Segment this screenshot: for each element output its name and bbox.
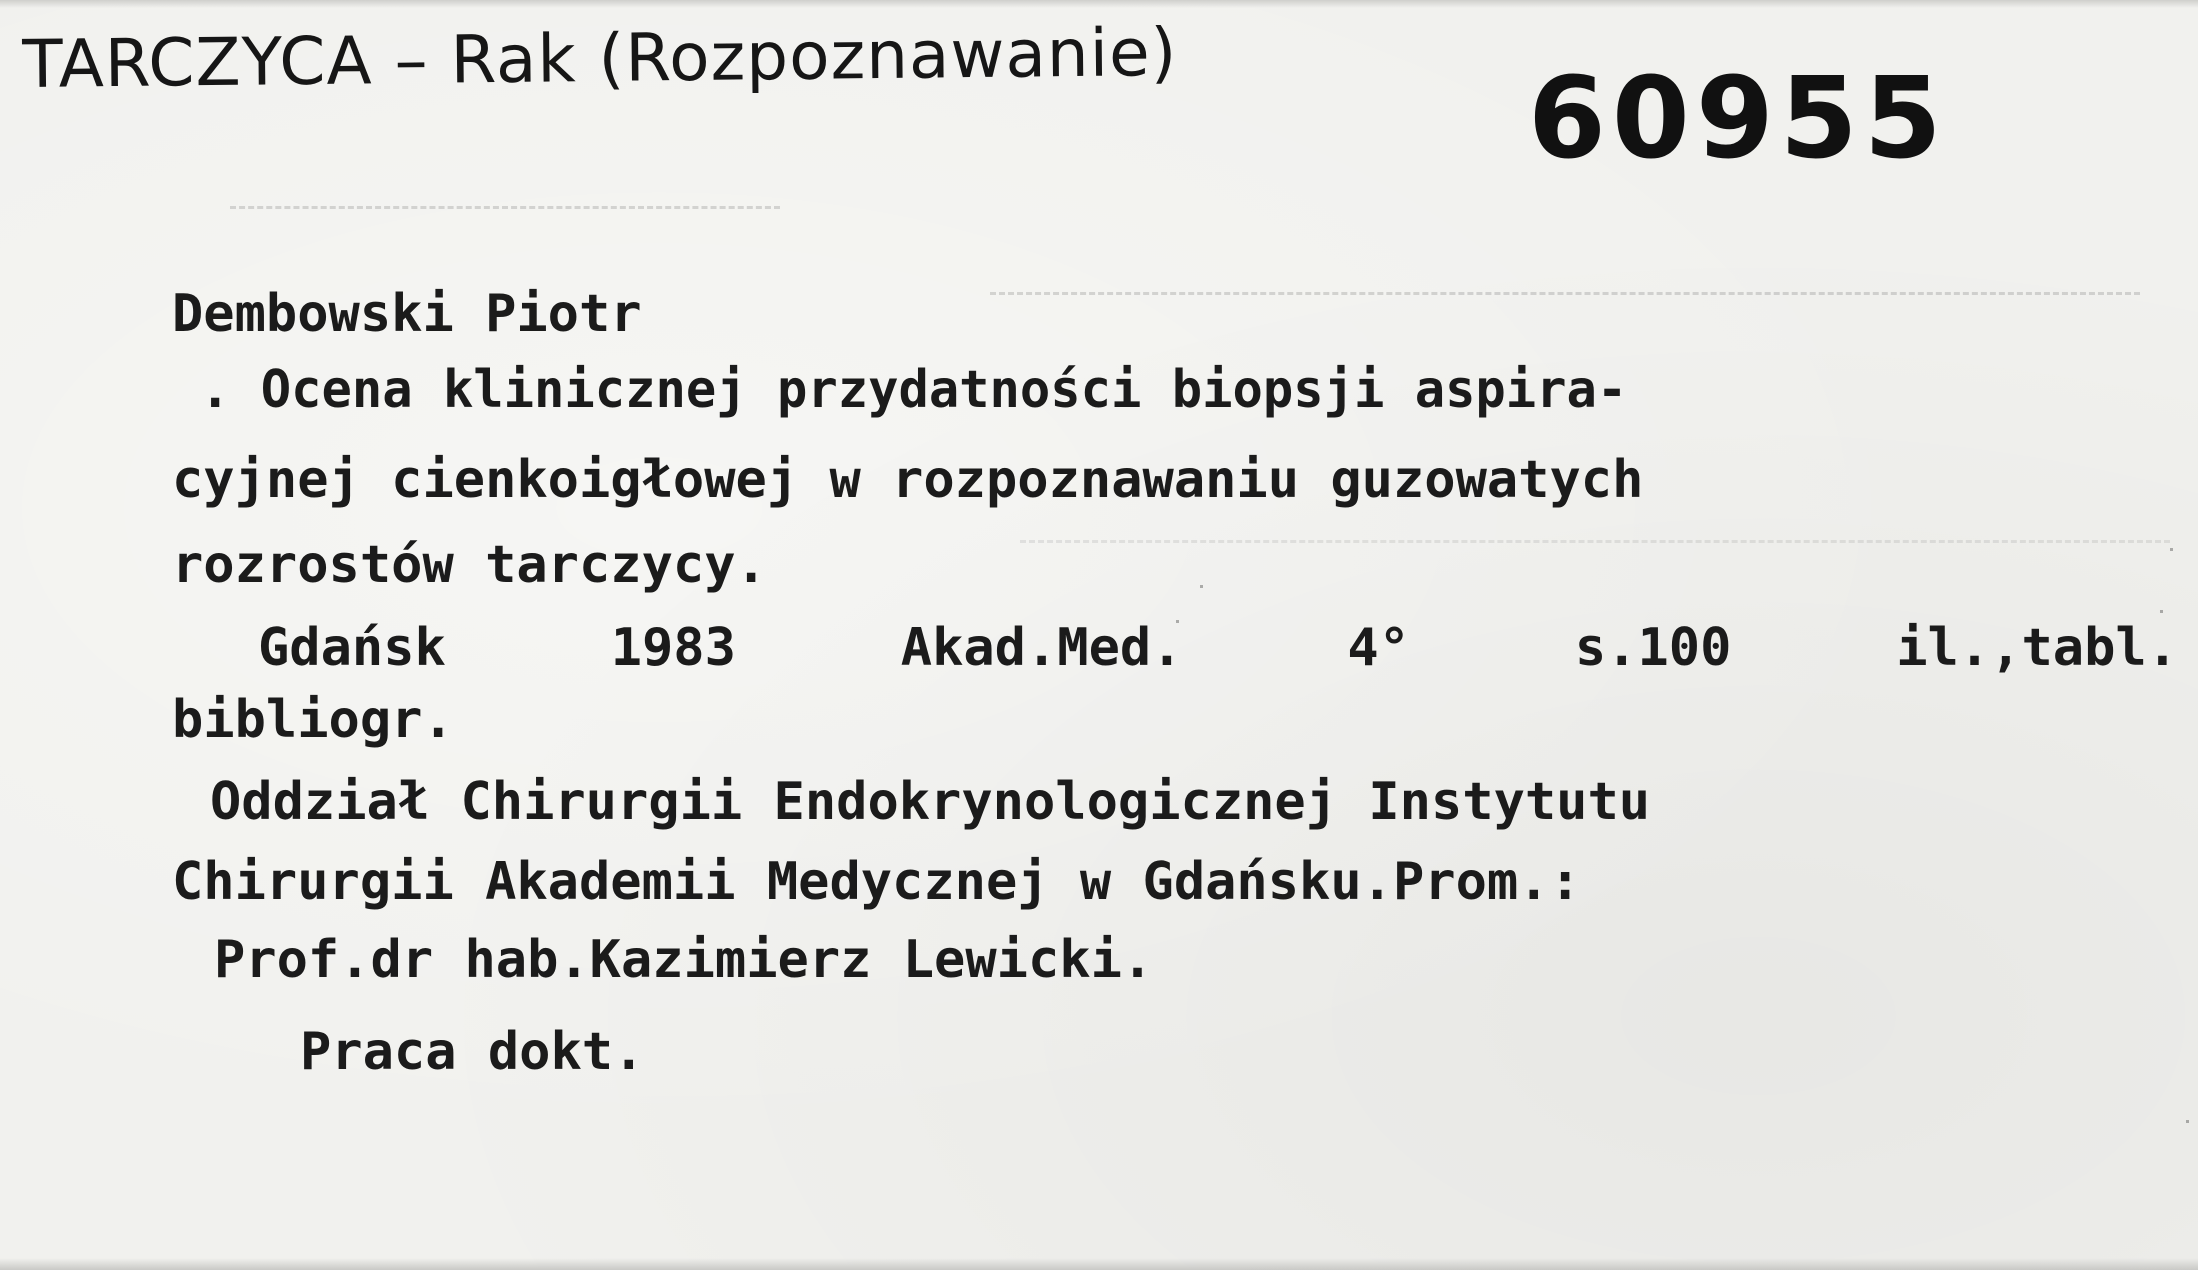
institution-line: Oddział Chirurgii Endokrynologicznej Instytutu [210,772,1651,832]
imprint-line [258,618,2178,678]
faint-smudge-line [230,206,780,212]
subject-heading: TARCZYCA – Rak (Rozpoznawanie) [22,13,1178,103]
dust-speck [1176,620,1179,623]
title-line: rozrostów tarczycy. [172,535,767,595]
dust-speck [2160,610,2163,613]
imprint-year: 1983 [610,618,736,678]
imprint-pages: s.100 [1574,618,1732,678]
dust-speck [820,880,823,883]
dust-speck [1200,585,1203,588]
institution-line: Prof.dr hab.Kazimierz Lewicki. [214,930,1154,990]
faint-smudge-line [990,292,2140,298]
title-line: cyjnej cienkoigłowej w rozpoznawaniu guzowatych [172,450,1644,510]
imprint-place: Gdańsk [258,618,446,678]
imprint-format: 4° [1347,618,1410,678]
bibliography-note: bibliogr. [172,690,454,750]
author-name: Dembowski Piotr [172,284,642,344]
imprint-publisher: Akad.Med. [900,618,1183,678]
card-top-edge-shadow [0,0,2198,8]
title-line: . Ocena klinicznej przydatności biopsji aspira- [200,360,1628,420]
imprint-illustrations: il.,tabl. [1896,618,2178,678]
faint-smudge-line [1020,540,2170,546]
dust-speck [2170,548,2173,551]
institution-line: Chirurgii Akademii Medycznej w Gdańsku.Prom.: [172,852,1581,912]
catalog-number: 60955 [1528,54,1948,184]
card-bottom-edge-shadow [0,1258,2198,1270]
thesis-note: Praca dokt. [300,1022,645,1082]
dust-speck [2186,1120,2189,1123]
